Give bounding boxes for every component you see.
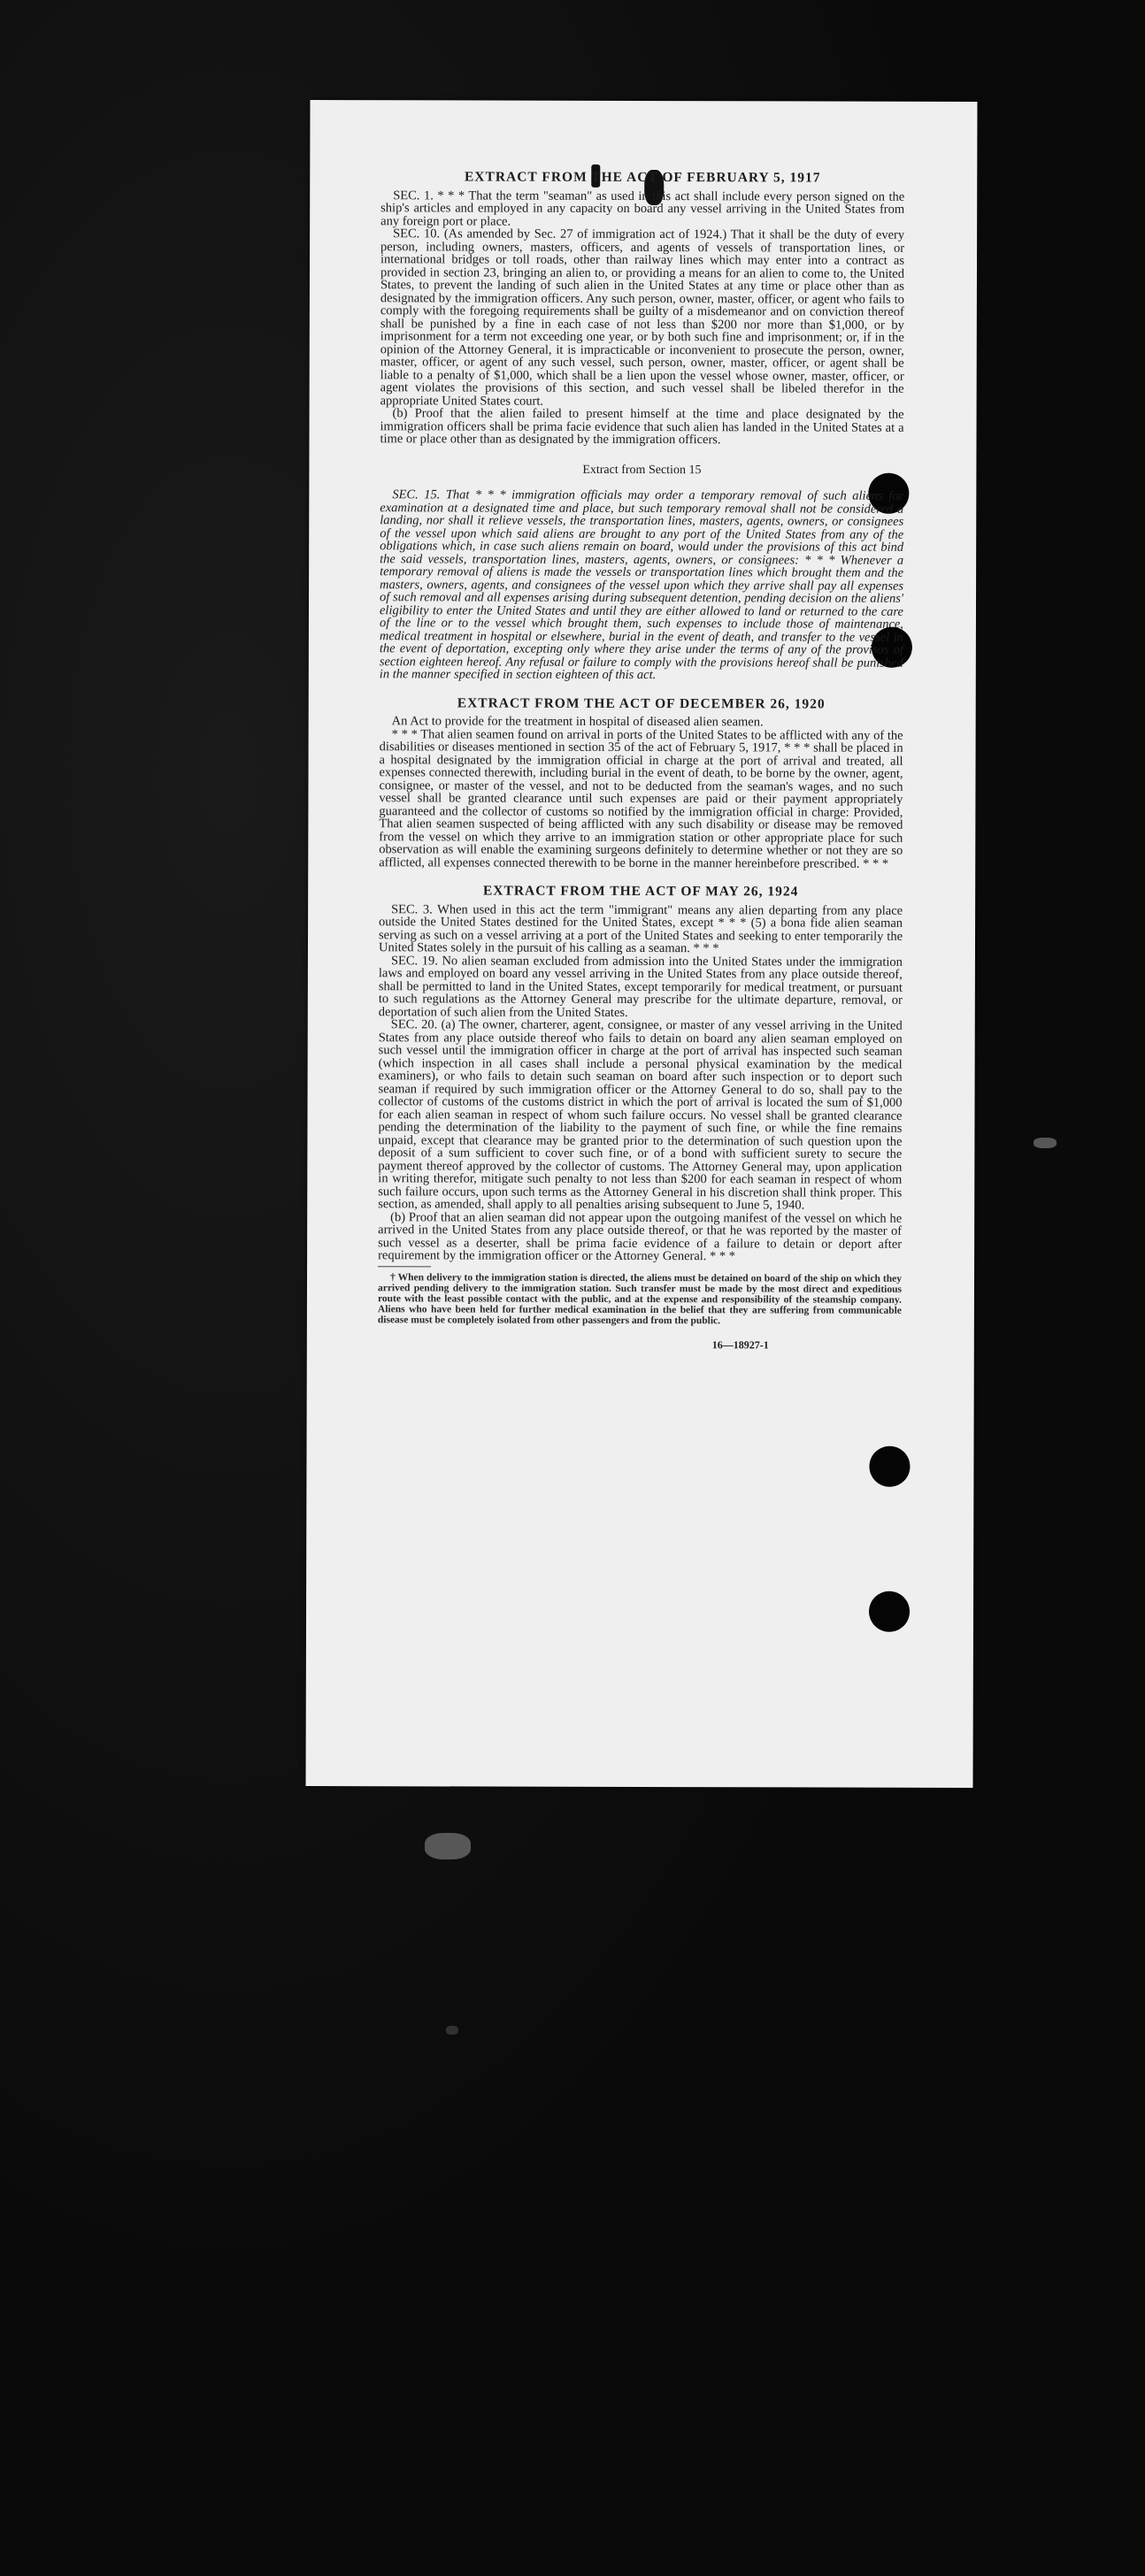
paragraph: SEC. 15. That * * * immigration officials may order a temporary removal of such aliens for examination at a designated time and place, but such temporary removal shall not be considered a landing, nor shall it relieve vessels, the transportation lines, masters, agents, owners, or consignees of the vessel upon which said aliens are brought to any port of the United States from any of the obligations which, in case such aliens remain on board, would under the provisions of this act bind the said vessels, transportation lines, masters, agents, owners, or consignees: * * * Whenever a temporary removal of aliens is made the vessels or transportation lines which brought them and the masters, owners, agents, and consignees of the vessel upon which they arrive shall pay all expenses of such removal and all expenses arising during subsequent detention, pending decision on the aliens' eligibility to enter the United States and until they are either allowed to land or returned to the care of the line or to the vessel which brought them, such expenses to include those of maintenance, medical treatment in hospital or elsewhere, burial in the event of death, and transfer to the vessel in the event of deportation, excepting only where they arise under the terms of any of the provisos of section eighteen hereof. Any refusal or failure to comply with the provisions hereof shall be punished in the manner specified in section eighteen of this act. [379, 487, 904, 683]
scan-speck [1034, 1138, 1057, 1148]
scan-speck [446, 2026, 458, 2035]
footnote: † When delivery to the immigration station is directed, the aliens must be detained on board of the ship on which they arrived pending delivery to the immigration station. Such transfer must be made by the most direct and expeditious route with the least possible contact with the public, and at the expense and responsibility of the steamship company. Aliens who have been held for further medical examination in the belief that they are suffering from communicable disease must be completely isolated from other passengers and from the public. [377, 1271, 903, 1326]
paragraph: (b) Proof that the alien failed to present himself at the time and place designated by the immigration officers shall be prima facie evidence that such alien has landed in the United States at a time or place other than as designated by the immigration officers. [380, 406, 904, 448]
paragraph: SEC. 1. * * * That the term "seaman" as used in this act shall include every person signed on the ship's articles and employed in any capacity on board any vessel arriving in the United States from any foreign port or place. [380, 188, 905, 229]
punch-hole [869, 1591, 910, 1632]
footnote-rule [378, 1266, 431, 1267]
paragraph: (b) Proof that an alien seaman did not appear upon the outgoing manifest of the vessel on which he arrived in the United States from any place outside thereof, or that he was reported by the master of such vessel as a deserter, shall be prima facie evidence of a failure to detain or deport after requirement by the immigration officer or the Attorney General. * * * [378, 1209, 903, 1264]
document-page [306, 100, 978, 1788]
document-text [378, 164, 905, 1352]
section-heading: EXTRACT FROM THE ACT OF MAY 26, 1924 [482, 883, 799, 900]
section-heading: EXTRACT FROM THE ACT OF FEBRUARY 5, 1917 [464, 169, 821, 186]
scan-speck [425, 1833, 471, 1859]
section-heading: Extract from Section 15 [582, 463, 702, 477]
paragraph: SEC. 19. No alien seaman excluded from admission into the United States under the immigration laws and employed on board any vessel arriving in the United States from any place outside thereof, shall be permitted to land in the United States, except temporarily for medical treatment, or pursuant to such regulations as the Attorney General may prescribe for the ultimate departure, removal, or deportation of such alien from the United States. [378, 953, 903, 1020]
form-number: 16—18927-1 [711, 1338, 769, 1351]
paragraph: SEC. 20. (a) The owner, charterer, agent, consignee, or master of any vessel arriving in the United States from any place outside thereof who fails to detain on board any alien seaman employed on such vessel until the immigration officer in charge at the port of arrival has inspected such seaman (which inspection in all cases shall include a personal physical examination by the medical examiners), or who fails to detain such seaman on board after such inspection or to deport such seaman if required by such immigration officer or the Attorney General to do so, shall pay to the collector of customs of the customs district in which the port of arrival is located the sum of $1,000 for each alien seaman in respect of whom such failure occurs. No vessel shall be granted clearance pending the determination of the liability to the payment of such fine, or while the fine remains unpaid, except that clearance may be granted prior to the determination of such question upon the deposit of a sum sufficient to cover such fine, or of a bond with sufficient surety to secure the payment thereof approved by the collector of customs. The Attorney General may, upon application in writing therefor, mitigate such penalty to not less than $200 for each seaman in respect of whom such failure occurs, upon such terms as the Attorney General in his discretion shall think proper. This section, as amended, shall apply to all penalties arising subsequent to June 5, 1940. [378, 1017, 903, 1213]
paragraph: An Act to provide for the treatment in hospital of diseased alien seamen. [391, 714, 764, 730]
paragraph: SEC. 10. (As amended by Sec. 27 of immigration act of 1924.) That it shall be the duty of every person, including owners, masters, officers, and agents of vessels of transportation lines, or international bridges or toll roads, other than railway lines which may enter into a contract as provided in section 23, bringing an alien to, or providing a means for an alien to come to, the United States, to prevent the landing of such alien in the United States at any time or place other than as designated by the immigration officers. Any such person, owner, master, officer, or agent who fails to comply with the foregoing requirements shall be guilty of a misdemeanor and on conviction thereof shall be punished by a fine in each case of not less than $200 nor more than $1,000, or by imprisonment for a term not exceeding one year, or by both such fine and imprisonment; or, if in the opinion of the Attorney General, it is impracticable or inconvenient to prosecute the person, owner, master, officer, or agent of any such vessel, such person, owner, master, officer, or agent shall be liable to a penalty of $1,000, which shall be a lien upon the vessel whose owner, master, officer, or agent violates the provisions of this section, and such vessel shall be libeled therefor in the appropriate United States court. [380, 226, 905, 409]
paragraph: SEC. 3. When used in this act the term "immigrant" means any alien departing from any place outside the United States destined for the United States, except * * * (5) a bona fide alien seaman serving as such on a vessel arriving at a port of the United States and seeking to enter temporarily the United States solely in the pursuit of his calling as a seaman. * * * [378, 901, 903, 956]
section-heading: EXTRACT FROM THE ACT OF DECEMBER 26, 1920 [457, 694, 826, 712]
punch-hole [869, 1446, 910, 1487]
paragraph: * * * That alien seamen found on arrival in ports of the United States to be afflicted with any of the disabilities or diseases mentioned in section 35 of the act of February 5, 1917, * * * shall be placed in a hospital designated by the immigration official in charge at the port of arrival and treated, all expenses connected therewith, including burial in the event of death, to be borne by the owner, agent, consignee, or master of the vessel, and not to be deducted from the seaman's wages, and no such vessel shall be granted clearance until such expenses are paid or their payment appropriately guaranteed and the collector of customs so notified by the immigration official in charge: Provided, That alien seamen suspected of being afflicted with any such disability or disease may be removed from the vessel on which they arrive to an immigration station or other appropriate place for such observation as will enable the examining surgeons definitely to determine whether or not they are so afflicted, all expenses connected therewith to be borne in the manner hereinbefore prescribed. * * * [379, 726, 903, 871]
